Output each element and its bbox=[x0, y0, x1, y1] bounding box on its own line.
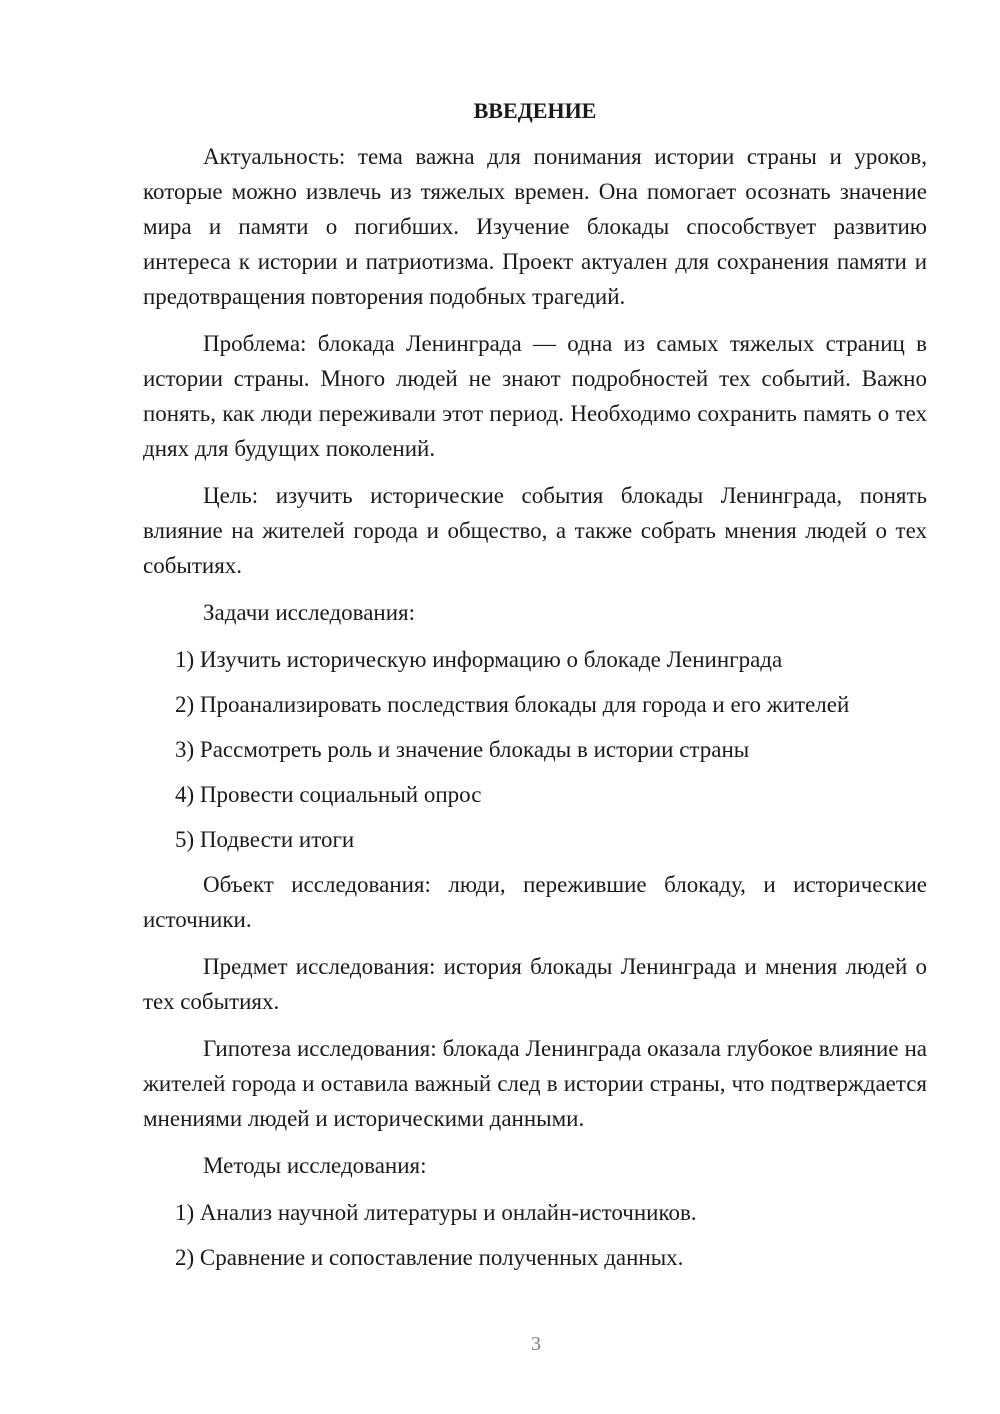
object-paragraph: Объект исследования: люди, пережившие блокаду, и исторические источники. bbox=[143, 872, 927, 932]
list-item: 2) Проанализировать последствия блокады для города и его жителей bbox=[175, 692, 850, 717]
list-item: 2) Сравнение и сопоставление полученных данных. bbox=[175, 1245, 684, 1270]
tasks-list bbox=[143, 642, 927, 857]
list-item: 4) Провести социальный опрос bbox=[175, 782, 482, 807]
list-item: 1) Изучить историческую информацию о блокаде Ленинграда bbox=[175, 647, 783, 672]
subject-paragraph: Предмет исследования: история блокады Ленинграда и мнения людей о тех событиях. bbox=[143, 954, 927, 1014]
goal-paragraph: Цель: изучить исторические события блокады Ленинграда, понять влияние на жителей города и общество, а также собрать мнения людей о тех событиях. bbox=[143, 483, 927, 578]
relevance-paragraph: Актуальность: тема важна для понимания истории страны и уроков, которые можно извлечь из тяжелых времен. Она помогает осознать значение мира и памяти о погибших. Изучение блокады способствует развитию интереса к истории и патриотизма. Проект актуален для сохранения памяти и предотвращения повторения подобных трагедий. bbox=[143, 144, 927, 309]
page-number: 3 bbox=[531, 1333, 541, 1355]
tasks-heading: Задачи исследования: bbox=[203, 600, 416, 625]
page-content bbox=[143, 96, 927, 1285]
problem-paragraph: Проблема: блокада Ленинграда — одна из самых тяжелых страниц в истории страны. Много людей не знают подробностей тех событий. Важно понять, как люди переживали этот период. Необходимо сохранить память о тех днях для будущих поколений. bbox=[143, 331, 927, 461]
section-title: ВВЕДЕНИЕ bbox=[473, 98, 597, 123]
list-item: 5) Подвести итоги bbox=[175, 827, 355, 852]
methods-heading: Методы исследования: bbox=[203, 1153, 427, 1178]
methods-list bbox=[143, 1195, 927, 1275]
list-item: 1) Анализ научной литературы и онлайн-источников. bbox=[175, 1200, 697, 1225]
hypothesis-paragraph: Гипотеза исследования: блокада Ленинграда оказала глубокое влияние на жителей города и оставила важный след в истории страны, что подтверждается мнениями людей и историческими данными. bbox=[143, 1036, 927, 1131]
list-item: 3) Рассмотреть роль и значение блокады в истории страны bbox=[175, 737, 750, 762]
